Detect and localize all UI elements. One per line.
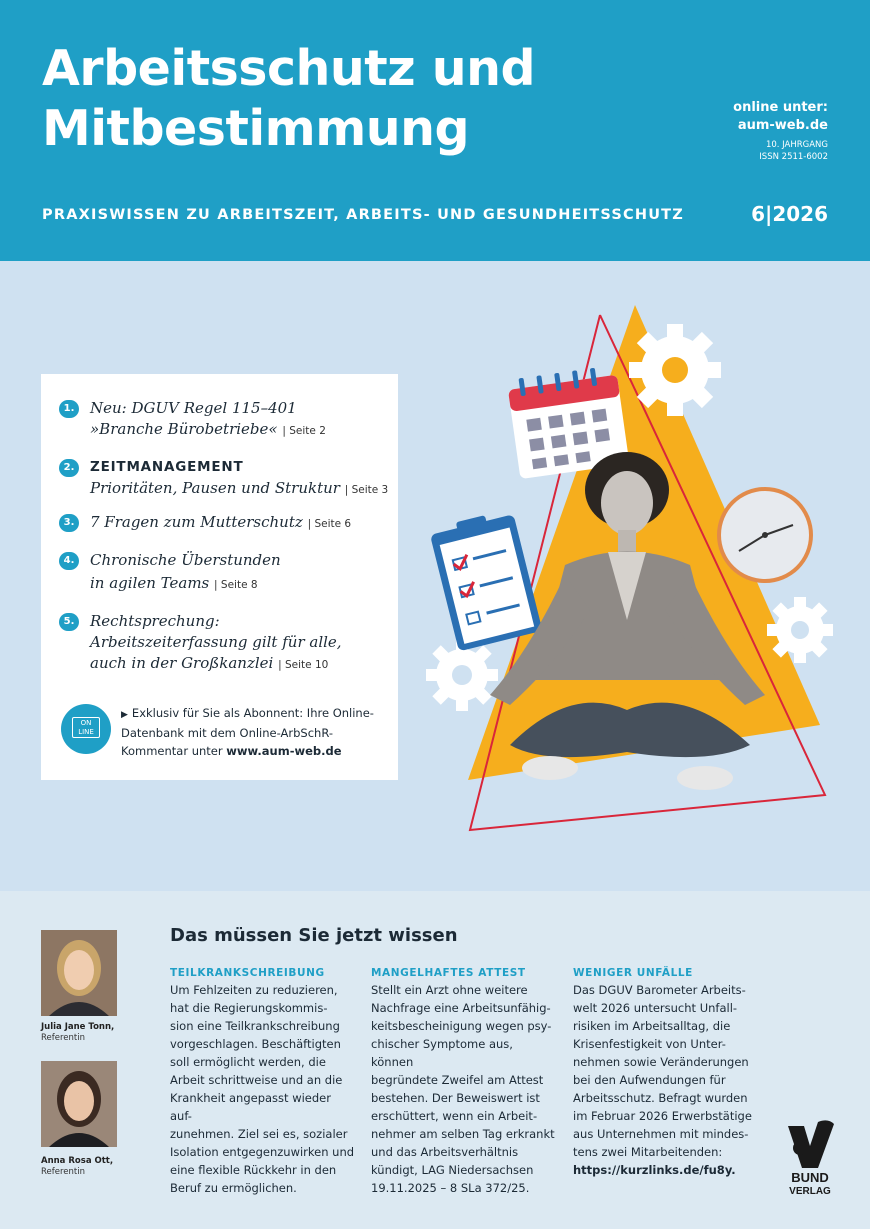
news-column xyxy=(371,967,557,1197)
magazine-title-line1: Arbeitsschutz und xyxy=(42,40,536,97)
news-column xyxy=(170,967,356,1197)
text-line: Um Fehlzeiten zu reduzieren, xyxy=(170,983,338,997)
toc-page-ref: | Seite 6 xyxy=(307,518,352,530)
clock-icon xyxy=(717,487,813,583)
news-column-body xyxy=(371,981,557,1197)
toc-title: Neu: DGUV Regel 115–401 xyxy=(90,399,297,417)
text-line: bei den Aufwendungen für xyxy=(573,1073,726,1087)
toc-item[interactable] xyxy=(59,512,389,536)
text-line: vorgeschlagen. Beschäftigten xyxy=(170,1037,341,1051)
toc-number: 4. xyxy=(59,552,79,570)
text-line: und das Arbeitsverhältnis xyxy=(371,1145,519,1159)
toc-title: 7 Fragen zum Mutterschutz xyxy=(90,513,303,531)
logo-text-bund: BUND xyxy=(791,1170,829,1185)
toc-title: Rechtsprechung: xyxy=(90,612,220,630)
online-note-line2: Datenbank mit dem Online-ArbSchR- xyxy=(121,726,333,740)
issn-label: ISSN 2511-6002 xyxy=(759,152,828,162)
text-line: Nachfrage eine Arbeitsunfähig- xyxy=(371,1001,551,1015)
news-column-heading: WENIGER UNFÄLLE xyxy=(573,967,693,979)
text-line: nehmen sowie Veränderungen xyxy=(573,1055,749,1069)
toc-number: 5. xyxy=(59,613,79,631)
text-line: keitsbescheinigung wegen psy- xyxy=(371,1019,552,1033)
table-of-contents xyxy=(41,374,398,780)
online-note-line3: Kommentar unter xyxy=(121,744,223,758)
text-line: soll ermöglicht werden, die xyxy=(170,1055,326,1069)
author-name: Anna Rosa Ott, xyxy=(41,1156,114,1166)
news-column-heading: MANGELHAFTES ATTEST xyxy=(371,967,526,979)
text-line: Krankheit angepasst wieder auf- xyxy=(170,1091,331,1123)
text-line: chischer Symptome aus, können xyxy=(371,1037,513,1069)
text-line: Arbeitsschutz. Befragt wurden xyxy=(573,1091,748,1105)
online-access-note xyxy=(121,704,391,760)
toc-item[interactable] xyxy=(59,398,389,444)
toc-item[interactable] xyxy=(59,457,389,503)
toc-number: 1. xyxy=(59,400,79,418)
text-line: kündigt, LAG Niedersachsen xyxy=(371,1163,534,1177)
toc-page-ref: | Seite 3 xyxy=(344,484,389,496)
toc-title: Chronische Überstunden xyxy=(90,551,281,569)
text-line: zunehmen. Ziel sei es, sozialer xyxy=(170,1127,348,1141)
text-line: Das DGUV Barometer Arbeits- xyxy=(573,983,746,997)
toc-item[interactable] xyxy=(59,611,389,679)
clipboard-icon xyxy=(429,508,543,651)
masthead xyxy=(0,0,870,261)
author-name: Julia Jane Tonn, xyxy=(41,1022,115,1032)
text-line: Arbeit schrittweise und an die xyxy=(170,1073,343,1087)
text-line: welt 2026 untersucht Unfall- xyxy=(573,1001,738,1015)
news-column xyxy=(573,967,759,1179)
text-line: Beruf zu ermöglichen. xyxy=(170,1181,297,1195)
author-photo xyxy=(41,1061,117,1147)
toc-page-ref: | Seite 8 xyxy=(214,579,258,591)
text-line: Krisenfestigkeit von Unter- xyxy=(573,1037,726,1051)
toc-title: Prioritäten, Pausen und Struktur xyxy=(90,479,340,497)
gear-icon xyxy=(629,324,721,416)
toc-title: auch in der Großkanzlei xyxy=(90,654,274,672)
news-heading: Das müssen Sie jetzt wissen xyxy=(170,925,458,946)
news-column-body xyxy=(573,981,759,1179)
news-section xyxy=(0,891,870,1229)
author-role: Referentin xyxy=(41,1167,85,1177)
text-line: aus Unternehmen mit mindes- xyxy=(573,1127,749,1141)
gear-icon xyxy=(767,597,833,663)
text-line: Stellt ein Arzt ohne weitere xyxy=(371,983,528,997)
text-line: im Februar 2026 Erwerbstätige xyxy=(573,1109,752,1123)
volume-label: 10. JAHRGANG xyxy=(765,140,828,150)
toc-title: »Branche Bürobetriebe« xyxy=(90,420,278,438)
issue-number: 6|2026 xyxy=(751,202,828,226)
magazine-subtitle: PRAXISWISSEN ZU ARBEITSZEIT, ARBEITS- UND GESUNDHEITSSCHUTZ xyxy=(42,207,684,223)
text-line: begründete Zweifel am Attest xyxy=(371,1073,544,1087)
badge-text-on: ON xyxy=(80,719,92,727)
toc-page-ref: | Seite 10 xyxy=(278,659,329,671)
toc-title: in agilen Teams xyxy=(90,574,210,592)
online-url-link[interactable]: aum-web.de xyxy=(737,118,828,133)
badge-text-line: LINE xyxy=(78,728,94,736)
news-column-heading: TEILKRANKSCHREIBUNG xyxy=(170,967,325,979)
text-line: tens zwei Mitarbeitenden: xyxy=(573,1145,723,1159)
news-column-body xyxy=(170,981,356,1197)
toc-title: Arbeitszeiterfassung gilt für alle, xyxy=(90,633,342,651)
text-line: nehmer am selben Tag erkrankt xyxy=(371,1127,555,1141)
text-line: sion eine Teilkrankschreibung xyxy=(170,1019,340,1033)
online-label: online unter: xyxy=(733,100,828,115)
online-database-link[interactable]: www.aum-web.de xyxy=(226,744,342,758)
magazine-title-line2: Mitbestimmung xyxy=(42,100,470,157)
text-line: hat die Regierungskommis- xyxy=(170,1001,328,1015)
text-line: 19.11.2025 – 8 SLa 372/25. xyxy=(371,1181,530,1195)
author-photo xyxy=(41,930,117,1016)
toc-number: 2. xyxy=(59,459,79,477)
triangle-arrow-icon: ▶ xyxy=(121,710,128,720)
toc-heading: ZEITMANAGEMENT xyxy=(90,459,244,475)
online-note-line1: Exklusiv für Sie als Abonnent: Ihre Online- xyxy=(131,706,374,720)
text-line: erschüttert, wenn ein Arbeit- xyxy=(371,1109,538,1123)
shortlink[interactable]: https://kurzlinks.de/fu8y. xyxy=(573,1163,736,1177)
toc-number: 3. xyxy=(59,514,79,532)
text-line: Isolation entgegenzuwirken und xyxy=(170,1145,355,1159)
author-role: Referentin xyxy=(41,1033,85,1043)
meditation-illustration xyxy=(420,290,840,850)
text-line: bestehen. Der Beweiswert ist xyxy=(371,1091,540,1105)
bund-verlag-logo xyxy=(782,1116,838,1216)
logo-text-verlag: VERLAG xyxy=(789,1186,831,1197)
online-badge-icon xyxy=(61,704,111,754)
toc-page-ref: | Seite 2 xyxy=(282,425,326,437)
text-line: eine flexible Rückkehr in den xyxy=(170,1163,337,1177)
text-line: risiken im Arbeitsalltag, die xyxy=(573,1019,731,1033)
toc-item[interactable] xyxy=(59,550,389,596)
